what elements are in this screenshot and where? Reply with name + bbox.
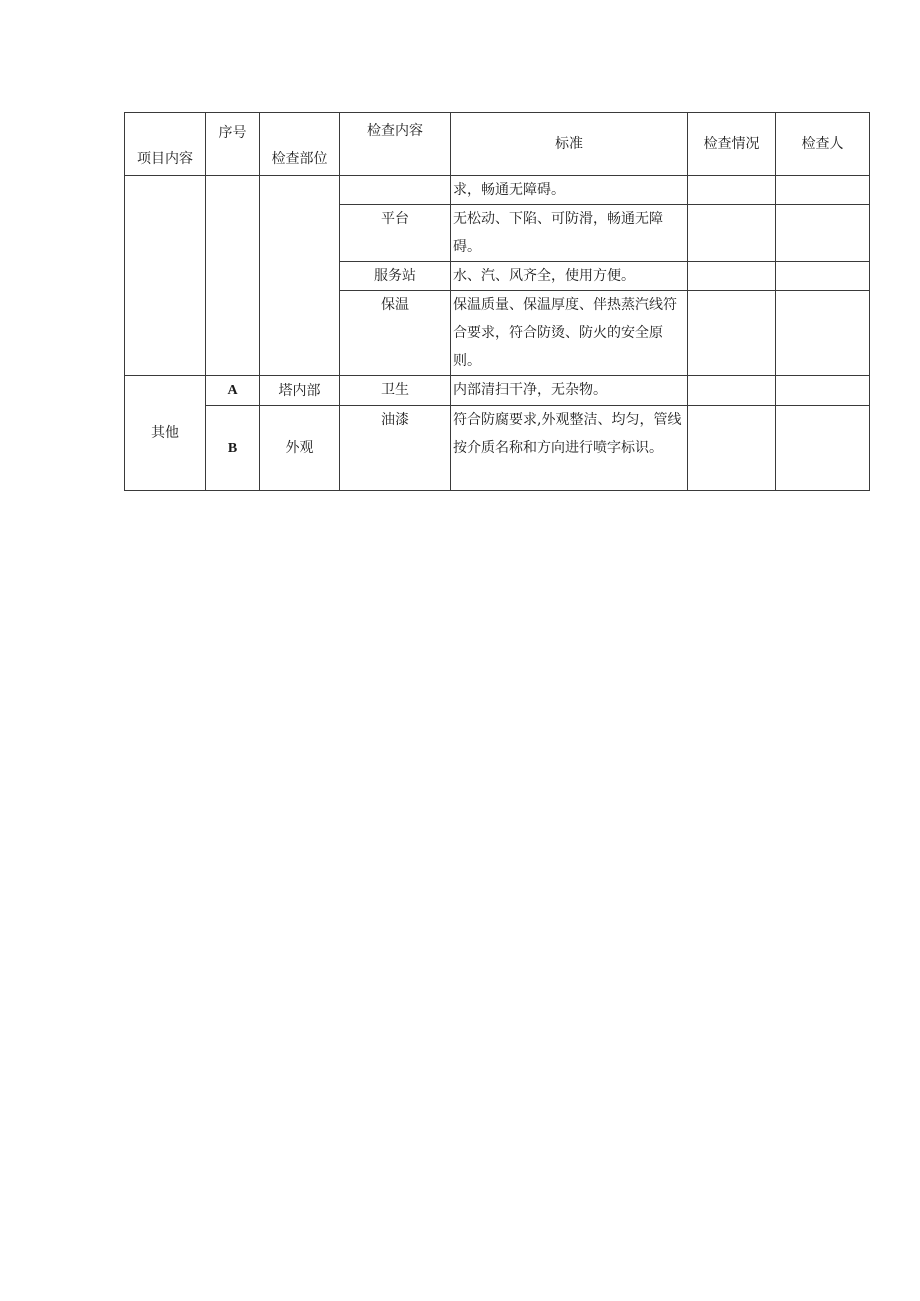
inspector-cell [776,291,870,376]
inspector-cell [776,262,870,291]
part-cell: 塔内部 [260,376,340,406]
item-cell: 其他 [125,376,206,491]
item-cell [125,176,206,376]
standard-cell: 符合防腐要求,外观整洁、均匀，管线按介质名称和方向进行喷字标识。 [451,406,688,491]
inspection-table [124,112,870,491]
inspector-cell [776,406,870,491]
content-cell: 保温 [340,291,451,376]
status-cell [688,205,776,262]
standard-cell: 无松动、下陷、可防滑，畅通无障碍。 [451,205,688,262]
standard-cell: 求，畅通无障碍。 [451,176,688,205]
seq-label: A [227,383,238,398]
seq-cell [206,406,260,491]
status-cell [688,291,776,376]
status-cell [688,262,776,291]
part-cell: 外观 [260,406,340,491]
status-cell [688,376,776,406]
table-row [125,406,870,491]
content-cell: 平台 [340,205,451,262]
table-row [125,176,870,205]
status-cell [688,406,776,491]
header-content: 检查内容 [340,113,451,176]
header-seq: 序号 [206,113,260,176]
standard-cell: 保温质量、保温厚度、伴热蒸汽线符合要求，符合防烫、防火的安全原则。 [451,291,688,376]
header-row [125,113,870,176]
inspector-cell [776,176,870,205]
seq-cell [206,176,260,376]
header-standard: 标准 [451,113,688,176]
part-cell [260,176,340,376]
header-part: 检查部位 [260,113,340,176]
standard-cell: 内部清扫干净，无杂物。 [451,376,688,406]
content-cell: 油漆 [340,406,451,491]
content-cell: 卫生 [340,376,451,406]
header-item: 项目内容 [125,113,206,176]
seq-label: B [227,440,238,456]
inspector-cell [776,205,870,262]
header-status: 检查情况 [688,113,776,176]
content-cell [340,176,451,205]
inspector-cell [776,376,870,406]
header-inspector: 检查人 [776,113,870,176]
seq-cell [206,376,260,406]
table-row [125,376,870,406]
status-cell [688,176,776,205]
content-cell: 服务站 [340,262,451,291]
standard-cell: 水、汽、风齐全，使用方便。 [451,262,688,291]
